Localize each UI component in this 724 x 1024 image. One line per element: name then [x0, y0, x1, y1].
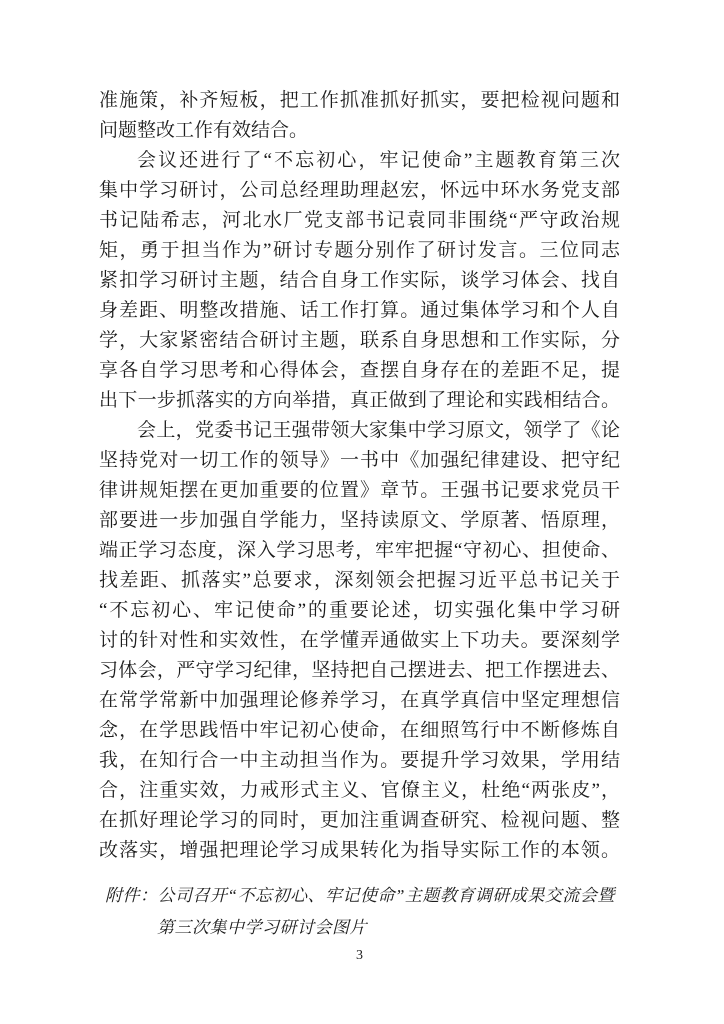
text-line: 会上，党委书记王强带领大家集中学习原文，领学了《论	[137, 420, 620, 441]
text-line: 找差距、抓落实”总要求，深刻领会把握习近平总书记关于	[99, 570, 620, 591]
text-line: 部要进一步加强自学能力，坚持读原文、学原著、悟原理，	[99, 510, 620, 531]
text-line: 在抓好理论学习的同时，更加注重调查研究、检视问题、整	[99, 810, 620, 831]
document-body	[99, 86, 620, 866]
text-line: 念，在学思践悟中牢记初心使命，在细照笃行中不断修炼自	[99, 720, 620, 741]
text-line: 矩，勇于担当作为”研讨专题分别作了研讨发言。三位同志	[99, 240, 620, 261]
text-line: 习体会，严守学习纪律，坚持把自己摆进去、把工作摆进去、	[99, 660, 620, 681]
text-line: 合，注重实效，力戒形式主义、官僚主义，杜绝“两张皮”，	[99, 780, 620, 801]
text-line: 享各自学习思考和心得体会，查摆自身存在的差距不足，提	[99, 360, 620, 381]
text-line: 端正学习态度，深入学习思考，牢牢把握“守初心、担使命、	[99, 540, 620, 561]
text-line: 坚持党对一切工作的领导》一书中《加强纪律建设、把守纪	[99, 450, 620, 471]
text-line: 紧扣学习研讨主题，结合自身工作实际，谈学习体会、找自	[99, 270, 620, 291]
text-line: 身差距、明整改措施、话工作打算。通过集体学习和个人自	[99, 300, 620, 321]
text-line: 出下一步抓落实的方向举措，真正做到了理论和实践相结合。	[99, 390, 620, 411]
attachment-note	[105, 880, 645, 944]
text-line: 会议还进行了“不忘初心，牢记使命”主题教育第三次	[137, 150, 620, 171]
attachment-line-continuation: 第三次集中学习研讨会图片	[157, 918, 367, 937]
text-line: 学，大家紧密结合研讨主题，联系自身思想和工作实际，分	[99, 330, 620, 351]
text-line: 问题整改工作有效结合。	[99, 120, 309, 141]
text-line: 讨的针对性和实效性，在学懂弄通做实上下功夫。要深刻学	[99, 630, 620, 651]
attachment-line: 附件：公司召开“不忘初心、牢记使命”主题教育调研成果交流会暨	[105, 886, 615, 905]
text-line: 准施策，补齐短板，把工作抓准抓好抓实，要把检视问题和	[99, 90, 620, 111]
text-line: 改落实，增强把理论学习成果转化为指导实际工作的本领。	[99, 840, 620, 861]
text-line: 律讲规矩摆在更加重要的位置》章节。王强书记要求党员干	[99, 480, 620, 501]
text-line: “不忘初心、牢记使命”的重要论述，切实强化集中学习研	[99, 600, 620, 621]
text-line: 我，在知行合一中主动担当作为。要提升学习效果，学用结	[99, 750, 620, 771]
text-line: 集中学习研讨，公司总经理助理赵宏，怀远中环水务党支部	[99, 180, 620, 201]
text-line: 书记陆希志，河北水厂党支部书记袁同非围绕“严守政治规	[99, 210, 620, 231]
page-number: 3	[356, 948, 363, 963]
text-line: 在常学常新中加强理论修养学习，在真学真信中坚定理想信	[99, 690, 620, 711]
